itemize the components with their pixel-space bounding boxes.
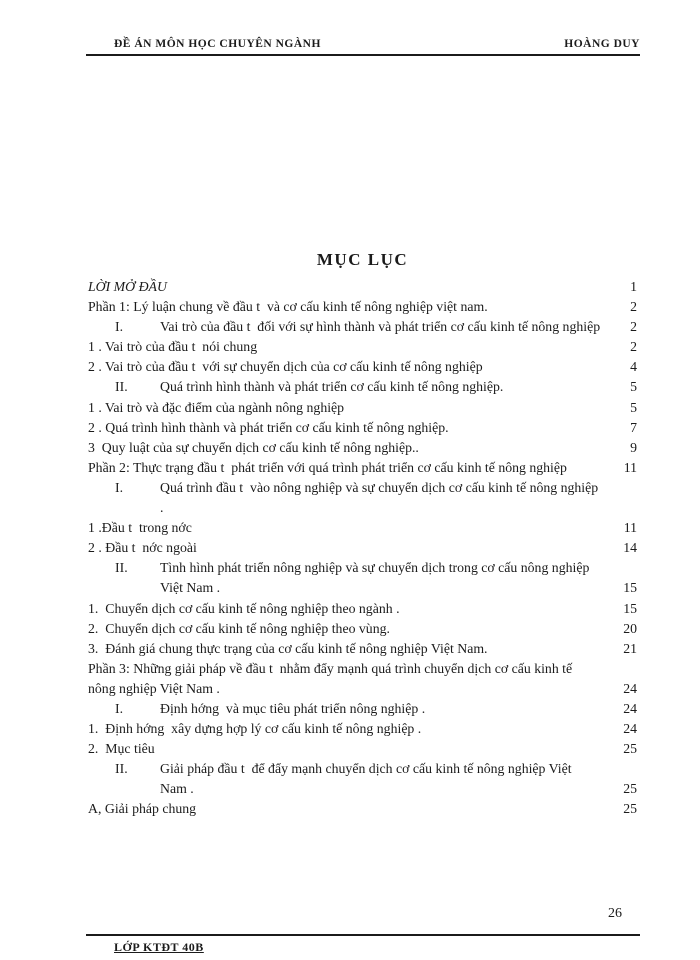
- toc-entry-text: A, Giải pháp chung: [88, 801, 197, 817]
- toc-entry-text: Tình hình phát triển nông nghiệp và sự chuyển dịch trong cơ cấu nông nghiệp Việt Nam .: [160, 560, 593, 596]
- toc-entry-page: 24: [623, 680, 637, 696]
- footer-class-label: LỚP KTĐT 40B: [114, 940, 204, 954]
- toc-entry-page: 9: [630, 439, 637, 455]
- toc-entry: [88, 418, 637, 438]
- toc-title: MỤC LỤC: [316, 250, 409, 269]
- toc-entry: [115, 377, 637, 397]
- toc-entry-page: 24: [623, 700, 637, 716]
- toc-entry-marker: II.: [115, 560, 128, 576]
- toc-entry-page: 11: [623, 459, 637, 475]
- toc-entry-page: 7: [630, 419, 637, 435]
- toc-entry-text: Phần 3: Những giải pháp về đầu t nhằm đẩy mạnh quá trình chuyển dịch cơ cấu kinh tế nông nghiệp Việt Nam .: [88, 660, 576, 696]
- toc-entry-marker: I.: [115, 700, 124, 716]
- toc-entry: [88, 337, 637, 357]
- header-left-text: ĐỀ ÁN MÔN HỌC CHUYÊN NGÀNH: [114, 38, 321, 50]
- toc-entry: [88, 538, 637, 558]
- toc-entry-text: 1 .Đầu t trong nớc: [88, 520, 192, 536]
- toc-entry-text: 1 . Vai trò và đặc điểm của ngành nông nghiệp: [88, 399, 345, 415]
- toc-entry: [115, 478, 637, 518]
- toc-entry: [88, 458, 637, 478]
- toc-entry: [115, 558, 637, 598]
- toc-entry-page: 14: [623, 540, 637, 556]
- toc-entry-page: 1: [630, 279, 637, 294]
- toc-entry: [88, 799, 637, 819]
- toc-entry: [88, 599, 637, 619]
- toc-entry-text: 3 Quy luật của sự chuyển dịch cơ cấu kinh tế nông nghiệp..: [88, 439, 419, 455]
- toc-entry-text: Vai trò của đầu t đối với sự hình thành và phát triển cơ cấu kinh tế nông nghiệp: [160, 319, 601, 335]
- toc-entry: [115, 699, 637, 719]
- toc-entry: [88, 719, 637, 739]
- toc-entry-page: 25: [623, 741, 637, 757]
- toc-entry-page: 25: [623, 781, 637, 797]
- toc-entry-text: 3. Đánh giá chung thực trạng của cơ cấu kinh tế nông nghiệp Việt Nam.: [88, 640, 488, 656]
- toc-entry: [88, 739, 637, 759]
- toc-entry-page: 11: [623, 520, 637, 536]
- toc-entry: [88, 438, 637, 458]
- toc-entry-marker: II.: [115, 761, 128, 777]
- toc-entry-page: 20: [623, 620, 637, 636]
- toc-list: [88, 277, 637, 820]
- toc-entry-text: Phần 1: Lý luận chung về đầu t và cơ cấu kinh tế nông nghiệp việt nam.: [88, 299, 488, 315]
- toc-entry-text: 2 . Đầu t nớc ngoài: [88, 540, 197, 556]
- toc-entry-page: 2: [630, 319, 637, 335]
- toc-entry-page: 15: [623, 580, 637, 596]
- toc-entry-page: 15: [623, 600, 637, 616]
- toc-entry: [88, 297, 637, 317]
- toc-entry-page: 2: [630, 339, 637, 355]
- toc-entry: [88, 639, 637, 659]
- toc-entry-text: 2. Chuyển dịch cơ cấu kinh tế nông nghiệp theo vùng.: [88, 620, 390, 636]
- toc-entry-text: 2. Mục tiêu: [88, 741, 155, 757]
- toc-entry: [115, 317, 637, 337]
- toc-entry-text: 1 . Vai trò của đầu t nói chung: [88, 339, 258, 355]
- toc-entry-page: 25: [623, 801, 637, 817]
- toc-entry: [88, 277, 637, 297]
- toc-entry: [88, 398, 637, 418]
- header-right-text: HOÀNG DUY: [564, 38, 640, 50]
- toc-entry: [88, 659, 637, 699]
- toc-entry: [115, 759, 637, 799]
- toc-entry-text: 1. Định hớng xây dựng hợp lý cơ cấu kinh tế nông nghiệp .: [88, 721, 422, 737]
- toc-entry-page: 5: [630, 379, 637, 395]
- toc-entry-text: Định hớng và mục tiêu phát triển nông nghiệp .: [160, 700, 426, 716]
- toc-entry: [88, 619, 637, 639]
- toc-entry-page: 24: [623, 721, 637, 737]
- toc-entry-text: Quá trình đầu t vào nông nghiệp và sự chuyển dịch cơ cấu kinh tế nông nghiệp .: [160, 479, 602, 516]
- toc-entry-page: 5: [630, 399, 637, 415]
- toc-entry-text: LỜI MỞ ĐẦU: [88, 279, 167, 294]
- toc-entry-marker: I.: [115, 479, 124, 495]
- toc-entry-page: 21: [623, 640, 637, 656]
- toc-entry: [88, 357, 637, 377]
- toc-entry-marker: I.: [115, 319, 124, 335]
- page-header: [86, 38, 640, 56]
- toc-entry-text: 2 . Quá trình hình thành và phát triển cơ cấu kinh tế nông nghiệp.: [88, 419, 449, 435]
- toc-entry-text: Giải pháp đầu t để đẩy mạnh chuyển dịch cơ cấu kinh tế nông nghiệp Việt Nam .: [160, 761, 576, 797]
- toc-entry-text: Phần 2: Thực trạng đầu t phát triển với quá trình phát triển cơ cấu kinh tế nông nghiệp: [88, 459, 567, 475]
- page-footer: [114, 940, 204, 955]
- toc-entry-page: 2: [630, 299, 637, 315]
- toc-entry-text: 1. Chuyển dịch cơ cấu kinh tế nông nghiệp theo ngành .: [88, 600, 400, 616]
- toc-entry: [88, 518, 637, 538]
- toc-entry-text: 2 . Vai trò của đầu t với sự chuyển dịch của cơ cấu kinh tế nông nghiệp: [88, 359, 483, 375]
- toc-entry-page: 4: [630, 359, 637, 375]
- toc-entry-marker: II.: [115, 379, 128, 395]
- body-page-number: 26: [608, 906, 622, 921]
- footer-rule: [86, 934, 640, 936]
- toc-entry-text: Quá trình hình thành và phát triển cơ cấu kinh tế nông nghiệp.: [160, 379, 504, 395]
- toc-section: [88, 250, 637, 820]
